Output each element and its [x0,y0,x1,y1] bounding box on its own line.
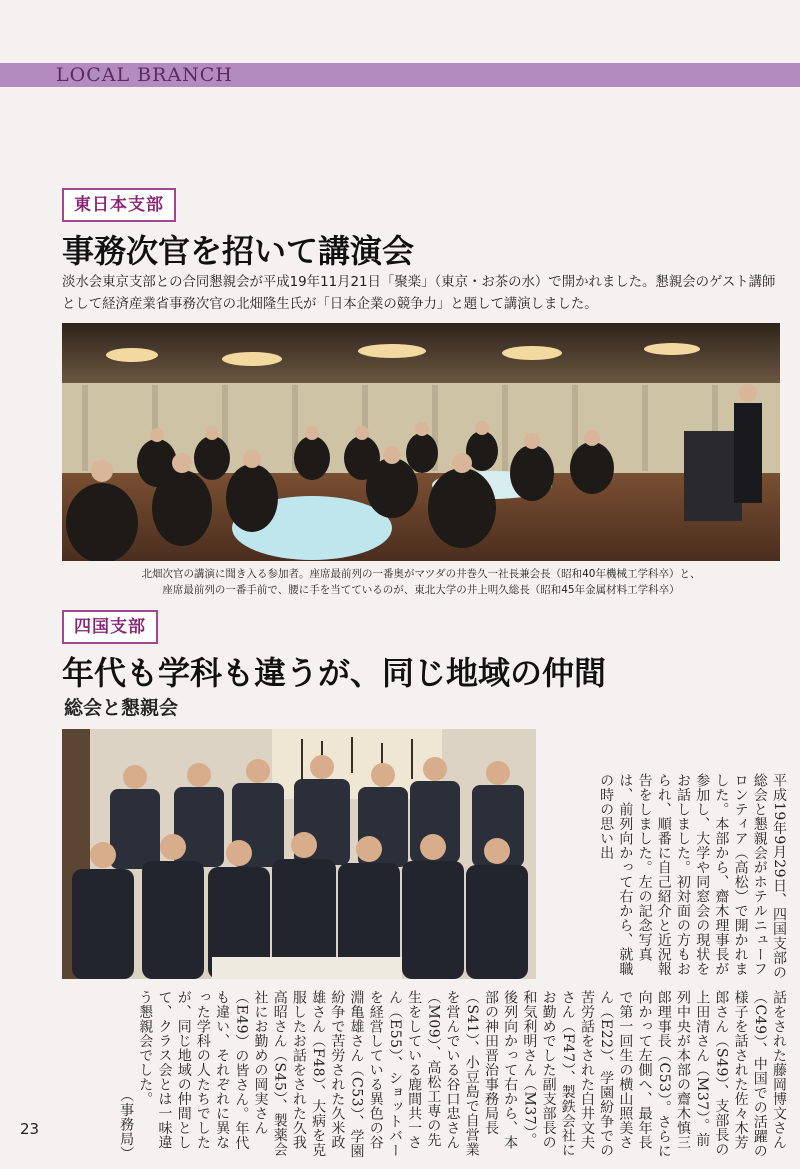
article2-headline: 年代も学科も違うが、同じ地域の仲間 [62,654,607,692]
article1-lead: 淡水会東京支部との合同懇親会が平成19年11月21日「聚楽」（東京・お茶の水）で開かれました。懇親会のゲスト講師として経済産業省事務次官の北畑隆生氏が「日本企業の競争力」と題して講演しました。 [62,275,776,312]
section-label: LOCAL BRANCH [56,64,233,86]
branch-tag-east-japan: 東日本支部 [62,188,176,222]
page-number: 23 [20,1120,40,1138]
lecture-hall-photo [62,323,780,561]
article1-headline: 事務次官を招いて講演会 [62,232,415,270]
photo1-caption [62,566,780,598]
photo1-caption-line1: 北畑次官の講演に聞き入る参加者。座席最前列の一番奥がマツダの井巻久一社長兼会長（昭和40年機械工学科卒）と、 [141,568,701,580]
branch-tag-shikoku: 四国支部 [62,610,158,644]
group-photo [62,729,536,979]
article2-body-lower-text: 話をされた藤岡博文さん（C49）、中国での活躍の様子を話された佐々木芳郎さん（S49）、支部長の上田清さん（M37）。前列中央が本部の齋木慎三郎理事長（C53）。さらに向かって左側へ、最年長で第一回生の横山照美さん（E22）、学園紛争での苦労話をされた白井文夫さん（F47）、製鉄会社にお勤めでした副支部長の和気利明さん（M37）。後列向かって右から、本部の神田晋治事務局長（S41）、小豆島で自営業を営んでいる谷口忠さん（M09）、高松工専の先生をしている鹿間共一さん（E55）、ショットバーを経営している異色の谷淵亀雄さん（C53）、学園紛争で苦労された久米政雄さん（F48）、大病を克服したお話をされた久我高昭さん（S45）、製薬会社にお勤めの岡実さん（E49）の皆さん。年代も違い、それぞれに異なった学科の人たちでしたが、同じ地域の仲間として、クラス会とは一味違う懇親会でした。 [137,990,787,1159]
article2-subheadline: 総会と懇親会 [64,697,179,719]
article2-body-upper: 平成19年9月29日、四国支部の総会と懇親会がホテルニューフロンティア（高松）で開かれました。本部から、齋木理事長が参加し、大学や同窓会の現状をお話しました。初対面の方もおられ、順番に自己紹介と近況報告をしました。左の記念写真は、前列向かって右から、就職の時の思い出 [598,773,787,980]
article2-body-lower [64,990,788,1160]
article2-signoff: （事務局） [118,1087,135,1160]
photo1-caption-line2: 座席最前列の一番手前で、腰に手を当てているのが、東北大学の井上明久総長（昭和45年金属材料工学科卒） [162,584,680,596]
